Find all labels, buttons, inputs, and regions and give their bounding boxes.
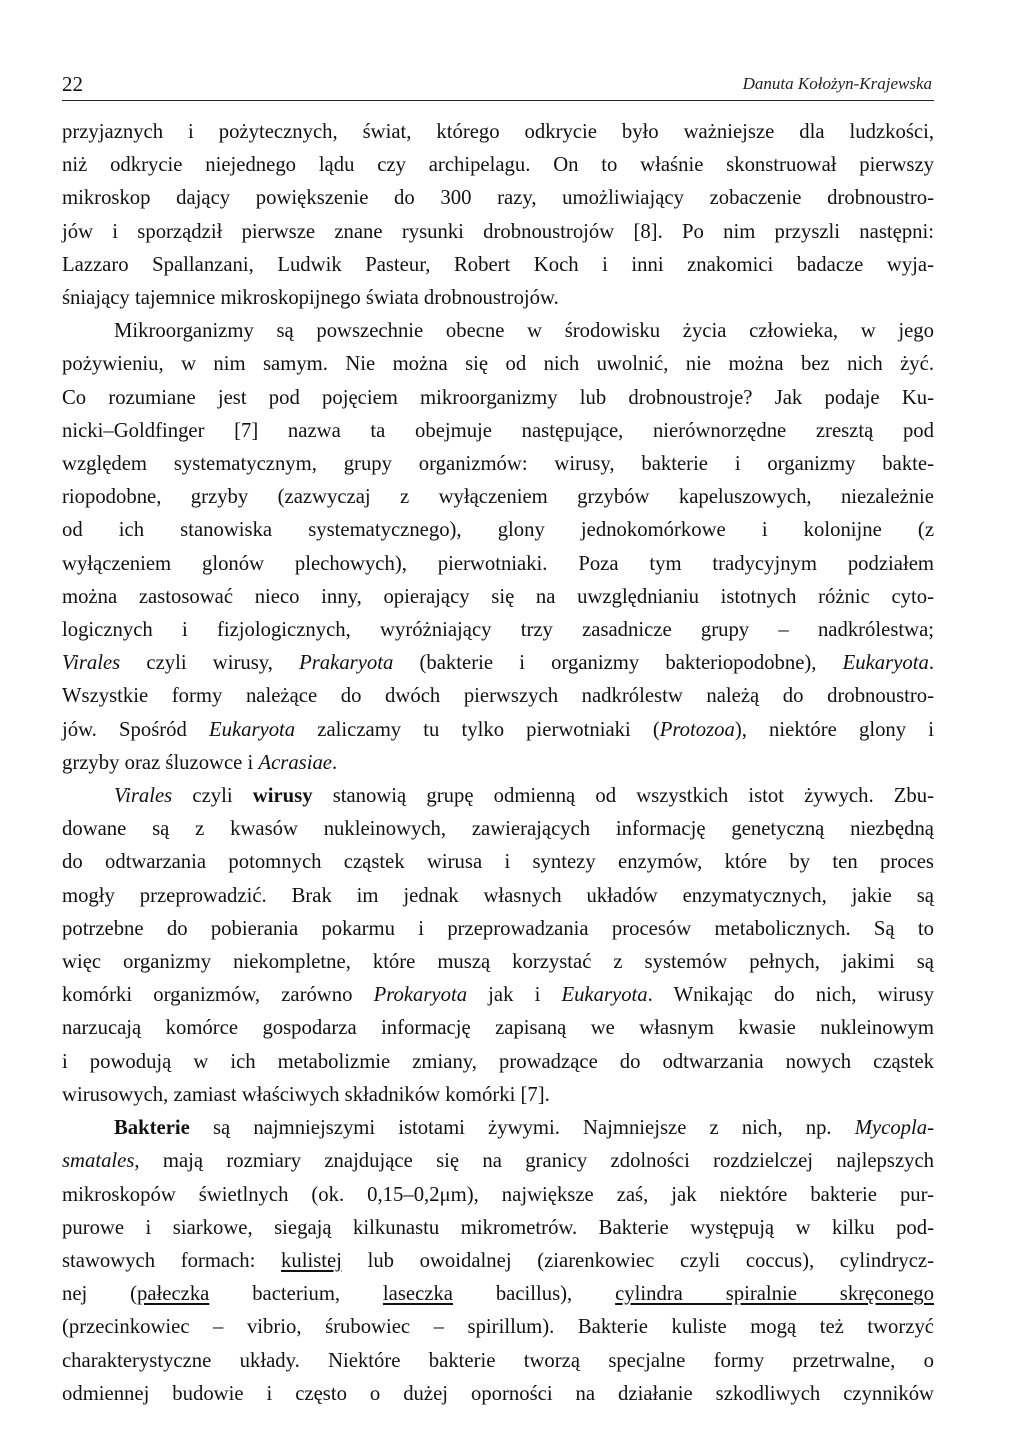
text-line: stawowych formach: kulistej lub owoidalnej (ziarenkowiec czyli coccus), cylindrycz- — [62, 1249, 934, 1272]
page-number: 22 — [62, 72, 83, 96]
text-line: do odtwarzania potomnych cząstek wirusa i syntezy enzymów, które by ten proces — [62, 851, 934, 874]
underlined-term: kulistej — [281, 1249, 342, 1272]
text-line: Virales czyli wirusy stanowią grupę odmienną od wszystkich istot żywych. Zbu- — [114, 785, 934, 808]
taxon-name: Eukaryota — [842, 652, 929, 675]
text-line: niż odkrycie niejednego lądu czy archipelagu. On to właśnie skonstruował pierwszy — [62, 154, 934, 177]
text-line: wyłączeniem glonów plechowych), pierwotniaki. Poza tym tradycyjnym podziałem — [62, 552, 934, 575]
text-line: riopodobne, grzyby (zazwyczaj z wyłączeniem grzybów kapeluszowych, niezależnie — [62, 486, 934, 509]
text-line: wirusowych, zamiast właściwych składników komórki [7]. — [62, 1083, 550, 1106]
paragraph-2 — [62, 315, 934, 780]
text-line: można zastosować nieco inny, opierający się na uwzględnianiu istotnych różnic cyto- — [62, 585, 934, 608]
underlined-term: pałeczka — [137, 1283, 210, 1306]
taxon-name: Prakaryota — [299, 652, 394, 675]
underlined-term: cylindra spiralnie skręconego — [615, 1283, 934, 1306]
paragraph-1 — [62, 116, 934, 315]
text-line: mikroskop dający powiększenie do 300 razy, umożliwiający zobaczenie drobnoustro- — [62, 187, 934, 210]
text-line: jów i sporządził pierwsze znane rysunki drobnoustrojów [8]. Po nim przyszli następni: — [62, 220, 934, 243]
body-text — [62, 116, 934, 1411]
text-line: pożywieniu, w nim samym. Nie można się od nich uwolnić, nie można bez nich żyć. — [62, 353, 934, 376]
bold-term: wirusy — [252, 785, 313, 808]
text-line: charakterystyczne układy. Niektóre bakterie tworzą specjalne formy przetrwalne, o — [62, 1349, 934, 1372]
text-line: więc organizmy niekompletne, które muszą korzystać z systemów pełnych, jakimi są — [62, 951, 934, 974]
text-line: i powodują w ich metabolizmie zmiany, prowadzące do odtwarzania nowych cząstek — [62, 1050, 934, 1073]
text-line: jów. Spośród Eukaryota zaliczamy tu tylko pierwotniaki (Protozoa), niektóre glony i — [62, 718, 934, 741]
underlined-term: laseczka — [382, 1283, 453, 1306]
taxon-name: Virales — [62, 652, 121, 675]
running-head-author: Danuta Kołożyn-Krajewska — [742, 74, 932, 93]
text-line: mogły przeprowadzić. Brak im jednak własnych układów enzymatycznych, jakie są — [62, 884, 934, 907]
text-line: nicki–Goldfinger [7] nazwa ta obejmuje następujące, nierównorzędne zresztą pod — [62, 419, 934, 442]
text-line: Co rozumiane jest pod pojęciem mikroorganizmy lub drobnoustroje? Jak podaje Ku- — [62, 386, 934, 409]
text-line: purowe i siarkowe, siegają kilkunastu mikrometrów. Bakterie występują w kilku pod- — [62, 1216, 934, 1239]
paragraph-4 — [62, 1112, 934, 1411]
text-line: od ich stanowiska systematycznego), glony jednokomórkowe i kolonijne (z — [62, 519, 934, 542]
taxon-name: smatales — [62, 1150, 135, 1173]
taxon-name: Mycopla- — [854, 1117, 934, 1140]
text-line: smatales, mają rozmiary znajdujące się na granicy zdolności rozdzielczej najlepszych — [62, 1150, 934, 1173]
text-line: śniający tajemnice mikroskopijnego świata drobnoustrojów. — [62, 287, 559, 310]
text-line: potrzebne do pobierania pokarmu i przeprowadzania procesów metabolicznych. Są to — [62, 917, 934, 940]
taxon-name: Eukaryota — [561, 984, 648, 1007]
text-line: Lazzaro Spallanzani, Ludwik Pasteur, Robert Koch i inni znakomici badacze wyja- — [62, 253, 934, 276]
taxon-name: Acrasiae — [258, 751, 332, 774]
text-line: Wszystkie formy należące do dwóch pierwszych nadkrólestw należą do drobnoustro- — [62, 685, 934, 708]
header-rule — [62, 100, 934, 101]
taxon-name: Prokaryota — [373, 984, 468, 1007]
text-line: względem systematycznym, grupy organizmów: wirusy, bakterie i organizmy bakte- — [62, 453, 934, 476]
taxon-name: Eukaryota — [208, 718, 296, 741]
text-line: Mikroorganizmy są powszechnie obecne w środowisku życia człowieka, w jego — [114, 320, 934, 343]
text-line: mikroskopów świetlnych (ok. 0,15–0,2μm), największe zaś, jak niektóre bakterie pur- — [62, 1183, 934, 1206]
text-line: dowane są z kwasów nukleinowych, zawierających informację genetyczną niezbędną — [62, 818, 934, 841]
text-line: logicznych i fizjologicznych, wyróżniający trzy zasadnicze grupy – nadkrólestwa; — [62, 619, 934, 642]
text-line: Bakterie są najmniejszymi istotami żywymi. Najmniejsze z nich, np. Mycopla- — [114, 1117, 934, 1140]
text-line: przyjaznych i pożytecznych, świat, którego odkrycie było ważniejsze dla ludzkości, — [62, 121, 934, 143]
taxon-name: Protozoa — [659, 718, 735, 741]
text-line: nej (pałeczka bacterium, laseczka bacillus), cylindra spiralnie skręconego — [62, 1283, 934, 1306]
taxon-name: Virales — [114, 785, 173, 808]
text-line: narzucają komórce gospodarza informację zapisaną we własnym kwasie nukleinowym — [62, 1017, 934, 1040]
bold-term: Bakterie — [114, 1117, 190, 1140]
text-line: (przecinkowiec – vibrio, śrubowiec – spirillum). Bakterie kuliste mogą też tworzyć — [62, 1316, 934, 1339]
text-line: odmiennej budowie i często o dużej oporności na działanie szkodliwych czynników — [62, 1382, 934, 1405]
page-header — [62, 70, 934, 100]
text-line: komórki organizmów, zarówno Prokaryota jak i Eukaryota. Wnikając do nich, wirusy — [62, 984, 934, 1007]
paragraph-3 — [62, 780, 934, 1112]
text-line: grzyby oraz śluzowce i Acrasiae. — [62, 751, 338, 774]
text-line: Virales czyli wirusy, Prakaryota (bakterie i organizmy bakteriopodobne), Eukaryota. — [62, 652, 934, 675]
